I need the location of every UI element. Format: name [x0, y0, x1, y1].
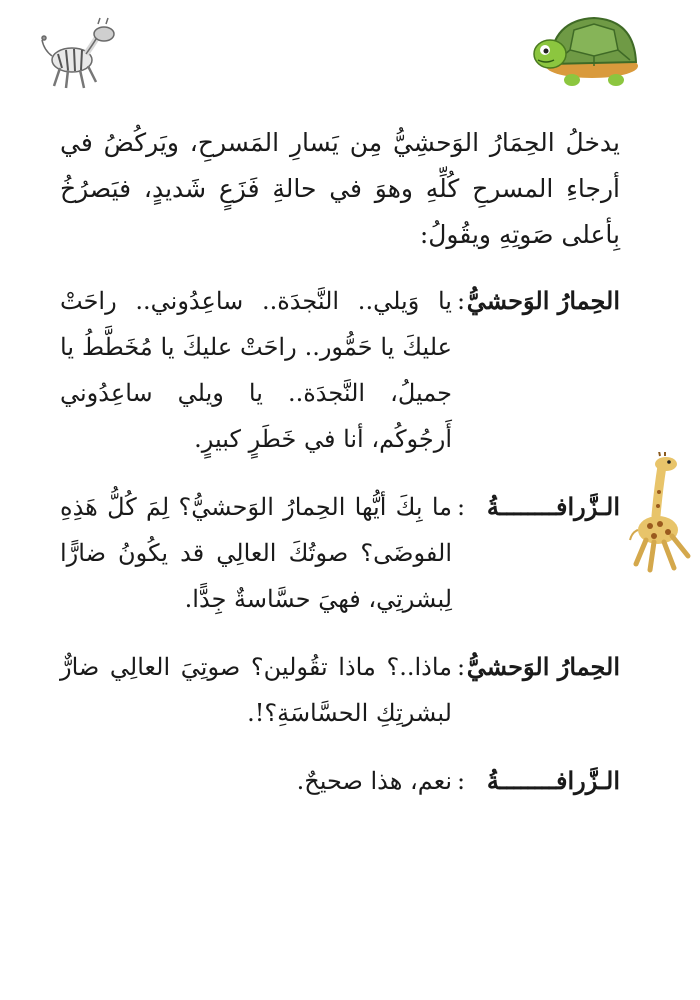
stage-direction: يدخلُ الحِمَارُ الوَحشِيُّ مِن يَسارِ المَسرحِ، ويَركُضُ في أرجاءِ المسرحِ كُلِّهِ وهوَ في حالةِ فَزَعٍ شَديدٍ، فيَصرُخُ بِأعلى صَوتِهِ ويقُولُ: [60, 128, 620, 249]
dialogue-text: ما بِكَ أيُّها الحِمارُ الوَحشيُّ؟ لِمَ كُلُّ هَذِهِ الفوضَى؟ صوتُكَ العالِي قد يكُونُ ضارًّا لِبشرتِي، فهيَ حسَّاسةٌ جِدًّا. [60, 493, 452, 613]
dialogue-line [60, 278, 620, 462]
speaker-colon: : [456, 767, 466, 795]
speaker-colon: : [456, 653, 466, 681]
giraffe-illustration [628, 452, 698, 578]
speaker-colon: : [456, 493, 466, 521]
speaker-name: الـزَّرافــــــــةُ [486, 766, 620, 795]
speaker-name: الحِمارُ الوَحشيُّ [466, 652, 620, 681]
dialogue-text: ماذا..؟ ماذا تقُولين؟ صوتِيَ العالِي ضارٌّ لبشرتِكِ الحسَّاسَةِ؟!. [60, 653, 452, 727]
dialogue-line [60, 484, 620, 622]
dialogue-line [60, 758, 620, 804]
dialogue-text: نعم، هذا صحيحٌ. [296, 767, 452, 795]
speaker-colon: : [456, 287, 466, 315]
speaker-name: الحِمارُ الوَحشيُّ [466, 286, 620, 315]
speaker-name: الـزَّرافــــــــةُ [486, 492, 620, 521]
zebra-illustration [36, 10, 120, 94]
dialogue-line [60, 644, 620, 736]
turtle-illustration [528, 10, 640, 96]
story-text [60, 120, 620, 826]
dialogue-text: يا وَيلي.. النَّجدَة.. ساعِدُوني.. راحَتْ عليكَ يا حَمُّور.. راحَتْ عليكَ يا مُخَطَّطُ يا جميلُ، النَّجدَة.. يا ويلي ساعِدُوني أَرجُوكُم، أنا في خَطَرٍ كبيرٍ. [60, 287, 453, 453]
